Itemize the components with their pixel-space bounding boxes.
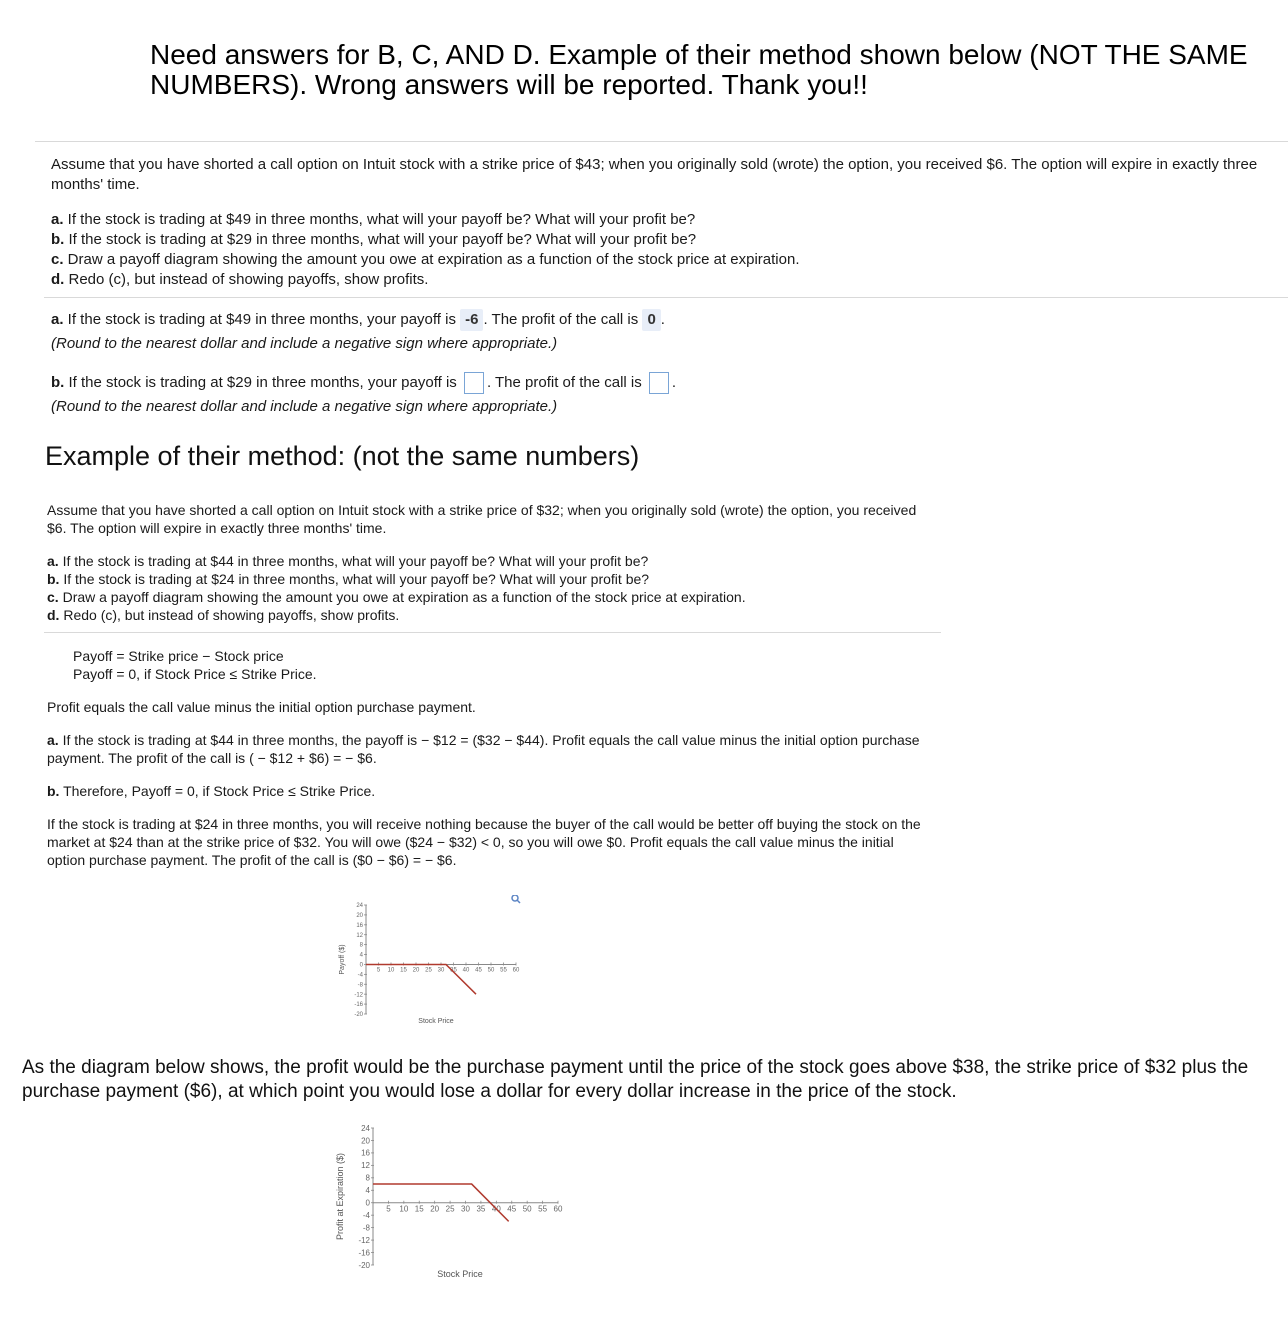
question-a: a. If the stock is trading at $49 in three months, what will your payoff be? What will your profit be? — [51, 211, 696, 228]
y-tick-label: -8 — [362, 1223, 370, 1233]
payoff-b-input[interactable] — [464, 372, 484, 394]
solution-b-detail: If the stock is trading at $24 in three months, you will receive nothing because the buyer of the call would be better off buying the stock on the market at $24 than at the strike price of $32. You will owe ($24 − $32) < 0, so you will owe $0. Profit equals the call value minus the initial option purchase payment. The profit of the call is ($0 − $6) = − $6. — [47, 816, 921, 868]
y-tick-label: 8 — [365, 1173, 370, 1183]
y-axis-label: Profit at Expiration ($) — [335, 1152, 345, 1241]
x-tick-label: 15 — [414, 1204, 424, 1214]
answer-b-note: (Round to the nearest dollar and include a negative sign where appropriate.) — [51, 398, 558, 415]
y-tick-label: 4 — [359, 952, 363, 959]
profit-chart — [330, 1115, 580, 1285]
example-intro: Assume that you have shorted a call option on Intuit stock with a strike price of $32; when you originally sold (wrote) the option, you received $6. The option will expire in exactly three months' time. — [47, 502, 917, 536]
example-question-a: a. If the stock is trading at $44 in three months, what will your payoff be? What will your profit be? — [47, 553, 649, 569]
profit-definition: Profit equals the call value minus the initial option purchase payment. — [47, 699, 476, 715]
x-tick-label: 60 — [553, 1204, 563, 1214]
magnify-icon[interactable] — [512, 895, 520, 903]
y-tick-label: 8 — [359, 942, 363, 949]
formula-payoff: Payoff = Strike price − Stock price — [73, 648, 284, 664]
x-axis-label: Stock Price — [418, 1018, 454, 1025]
problem-intro: Assume that you have shorted a call option on Intuit stock with a strike price of $43; when you originally sold (wrote) the option, you received $6. The option will expire in exactly three months' time. — [51, 156, 1258, 193]
page-title: Need answers for B, C, AND D. Example of their method shown below (NOT THE SAME NUMBERS). Wrong answers will be reported. Thank you!! — [150, 39, 1248, 100]
problem-questions — [51, 210, 1251, 290]
x-tick-label: 45 — [507, 1204, 517, 1214]
y-tick-label: 20 — [356, 913, 363, 920]
profit-explanation: As the diagram below shows, the profit would be the purchase payment until the price of the stock goes above $38, the strike price of $32 plus the purchase payment ($6), at which point you would lose a dollar for every dollar increase in the price of the stock. — [22, 1057, 1249, 1102]
answer-b: b. If the stock is trading at $29 in three months, your payoff is . The profit of the call is . — [51, 372, 1251, 394]
question-d: d. Redo (c), but instead of showing payoffs, show profits. — [51, 271, 429, 288]
x-tick-label: 45 — [475, 967, 482, 974]
series-line — [366, 964, 476, 994]
y-tick-label: -8 — [357, 982, 363, 989]
y-tick-label: 16 — [361, 1148, 370, 1158]
y-tick-label: -20 — [358, 1260, 370, 1270]
answer-a-note: (Round to the nearest dollar and include a negative sign where appropriate.) — [51, 335, 558, 352]
x-tick-label: 15 — [400, 967, 407, 974]
payoff-chart — [330, 895, 550, 1035]
y-tick-label: -16 — [358, 1248, 370, 1258]
example-question-d: d. Redo (c), but instead of showing payoffs, show profits. — [47, 607, 400, 623]
x-tick-label: 20 — [430, 1204, 440, 1214]
example-question-c: c. Draw a payoff diagram showing the amount you owe at expiration as a function of the stock price at expiration. — [47, 589, 746, 605]
question-b: b. If the stock is trading at $29 in three months, what will your payoff be? What will your profit be? — [51, 231, 697, 248]
x-tick-label: 50 — [522, 1204, 532, 1214]
y-tick-label: 16 — [356, 922, 363, 929]
y-tick-label: 12 — [356, 932, 363, 939]
y-tick-label: -16 — [354, 1002, 363, 1009]
formula-zero: Payoff = 0, if Stock Price ≤ Strike Price. — [73, 666, 317, 682]
y-tick-label: -20 — [354, 1012, 363, 1019]
y-tick-label: -4 — [357, 972, 363, 979]
solution-a: a. If the stock is trading at $44 in three months, the payoff is − $12 = ($32 − $44). Profit equals the call value minus the initial option purchase payment. The profit of the call is ( − $12 + $6) = − $6. — [47, 732, 920, 766]
x-tick-label: 30 — [461, 1204, 470, 1214]
y-tick-label: 4 — [365, 1186, 370, 1196]
x-tick-label: 30 — [437, 967, 445, 974]
divider — [35, 141, 1288, 142]
x-tick-label: 50 — [487, 967, 495, 974]
x-tick-label: 20 — [412, 967, 420, 974]
example-question-b: b. If the stock is trading at $24 in three months, what will your payoff be? What will your profit be? — [47, 571, 650, 587]
y-tick-label: 20 — [361, 1136, 370, 1146]
profit-b-input[interactable] — [649, 372, 669, 394]
y-tick-label: 24 — [361, 1123, 370, 1133]
y-tick-label: 24 — [356, 903, 363, 910]
y-tick-label: -12 — [358, 1235, 370, 1245]
x-tick-label: 60 — [512, 967, 520, 974]
answer-a: a. If the stock is trading at $49 in three months, your payoff is -6 . The profit of the call is 0 . — [51, 309, 1251, 331]
y-axis-label: Payoff ($) — [339, 944, 346, 975]
payoff-a-answer[interactable]: -6 — [460, 309, 483, 331]
x-tick-label: 25 — [445, 1204, 455, 1214]
y-tick-label: 0 — [359, 962, 363, 969]
x-tick-label: 25 — [425, 967, 432, 974]
divider — [44, 632, 941, 633]
x-tick-label: 55 — [500, 967, 507, 974]
y-tick-label: -4 — [362, 1210, 370, 1220]
y-tick-label: -12 — [354, 992, 363, 999]
x-tick-label: 5 — [376, 967, 381, 974]
x-tick-label: 10 — [387, 967, 395, 974]
y-tick-label: 12 — [361, 1161, 370, 1171]
x-tick-label: 10 — [399, 1204, 409, 1214]
divider — [44, 297, 1288, 298]
x-tick-label: 35 — [476, 1204, 486, 1214]
x-axis-label: Stock Price — [437, 1269, 483, 1279]
x-tick-label: 55 — [538, 1204, 548, 1214]
question-c: c. Draw a payoff diagram showing the amount you owe at expiration as a function of the stock price at expiration. — [51, 251, 800, 268]
y-tick-label: 0 — [365, 1198, 370, 1208]
solution-b: b. Therefore, Payoff = 0, if Stock Price ≤ Strike Price. — [47, 783, 376, 799]
profit-a-answer[interactable]: 0 — [642, 309, 660, 331]
x-tick-label: 5 — [386, 1204, 391, 1214]
x-tick-label: 40 — [491, 1204, 501, 1214]
x-tick-label: 35 — [450, 967, 457, 974]
example-heading: Example of their method: (not the same numbers) — [45, 441, 640, 471]
x-tick-label: 40 — [462, 967, 470, 974]
example-questions — [47, 552, 927, 624]
